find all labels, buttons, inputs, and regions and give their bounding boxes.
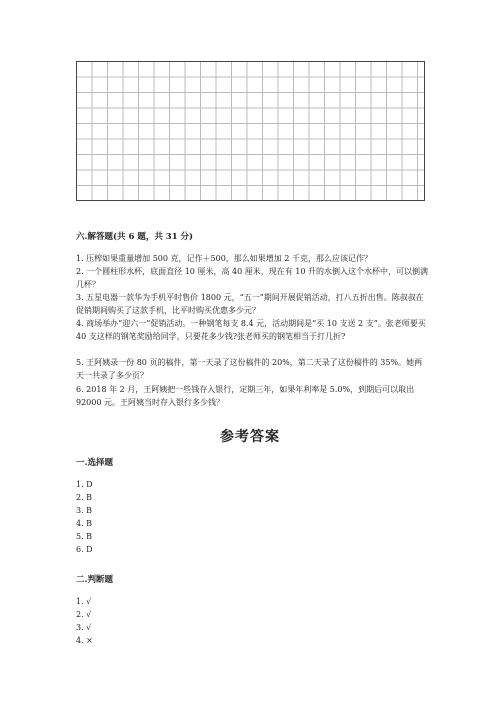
section-title-judge: 二.判断题 — [76, 575, 113, 585]
choice-answer-3: 3. B — [76, 506, 93, 515]
grid-lines — [77, 62, 424, 200]
choice-answer-6: 6. D — [76, 545, 93, 554]
question-5: 5. 王阿姨录一份 80 页的稿件，第一天录了这份稿件的 20%，第二天录了这份稿件的 35%。她两天一共录了多少页？ — [76, 358, 423, 380]
question-2: 2. 一个圆柱形水杯，底面直径 10 厘米，高 40 厘米，现在有 10 升的水倒入这个水杯中，可以倒满几杯？ — [76, 267, 428, 289]
section-title-solve: 六.解答题(共 6 题，共 31 分) — [76, 232, 194, 242]
question-3: 3. 五星电器一款华为手机平时售价 1800 元，“五一”期间开展促销活动，打八五折出售。陈叔叔在促销期间购买了这款手机，比平时购买优惠多少元？ — [76, 293, 424, 315]
question-4: 4. 商场举办“迎六一”促销活动。一种钢笔每支 8.4 元，活动期间是“买 10 支送 2 支”。张老师要买 40 支这样的钢笔奖励给同学，只要花多少钱?张老师买的钢笔相当于打几折? — [76, 319, 426, 341]
question-6: 6. 2018 年 2 月，王阿姨把一些钱存入银行，定期三年，如果年利率是 5.0%，到期后可以取出 92000 元。王阿姨当时存入银行多少钱？ — [76, 385, 415, 407]
judge-answer-1: 1. √ — [76, 597, 92, 606]
choice-answer-2: 2. B — [76, 493, 93, 502]
section-title-choice: 一.选择题 — [76, 458, 113, 468]
judge-answer-4: 4. × — [76, 636, 93, 645]
judge-answer-2: 2. √ — [76, 610, 92, 619]
judge-answer-3: 3. √ — [76, 623, 92, 632]
question-1: 1. 压榨如果重量增加 500 克，记作＋500，那么如果增加 2 千克，那么应该记作？ — [76, 254, 372, 263]
choice-answer-5: 5. B — [76, 532, 93, 541]
answers-title: 参考答案 — [220, 429, 280, 445]
choice-answer-4: 4. B — [76, 519, 93, 528]
choice-answer-1: 1. D — [76, 480, 93, 489]
writing-grid — [76, 61, 425, 201]
